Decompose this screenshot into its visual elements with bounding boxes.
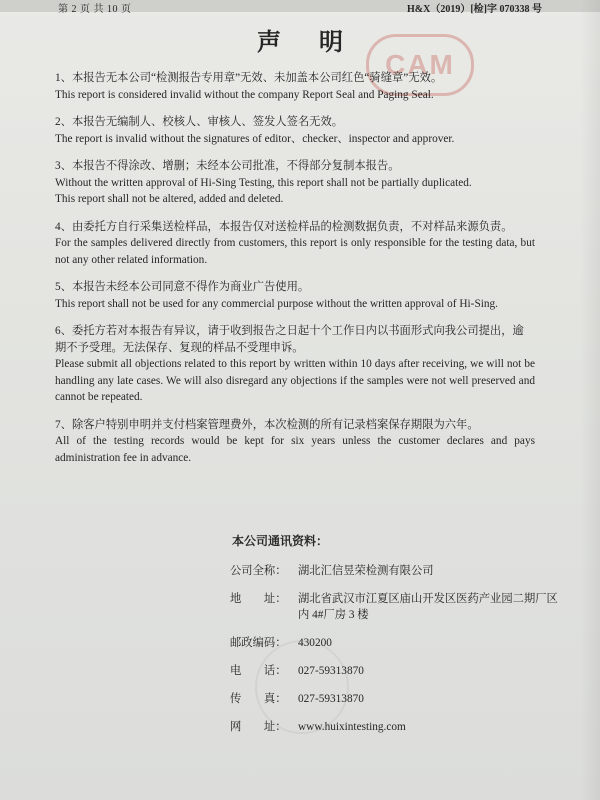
contact-title: 本公司通讯资料：	[232, 534, 329, 548]
contact-row-address	[230, 591, 560, 623]
contact-label: 传 真：	[230, 693, 287, 705]
statement-item	[55, 279, 535, 312]
statement-zh: 3、本报告不得涂改、增删；未经本公司批准，不得部分复制本报告。	[55, 160, 400, 172]
statement-item	[55, 219, 535, 269]
contact-value: www.huixintesting.com	[298, 721, 406, 733]
page-edge-shadow	[580, 0, 600, 800]
statement-en: Please submit all objections related to this report by written within 10 days after receiving, we will not be handling any late cases. We will also disregard any objections if the samples were not well preserved and cannot be repeated.	[55, 358, 535, 403]
contact-value: 027-59313870	[298, 693, 364, 705]
contact-label: 公司全称：	[230, 565, 287, 577]
statement-zh: 5、本报告未经本公司同意不得作为商业广告使用。	[55, 281, 310, 293]
statement-en: This report is considered invalid without the company Report Seal and Paging Seal.	[55, 88, 434, 101]
contact-row-phone	[230, 663, 560, 679]
page-title: 声明	[257, 30, 381, 56]
statement-item	[55, 323, 535, 406]
statement-item	[55, 158, 535, 208]
statement-body	[55, 70, 535, 477]
page-number: 第 2 页 共 10 页	[58, 4, 132, 15]
statement-en: This report shall not be altered, added and deleted.	[55, 193, 284, 205]
contact-row-website	[230, 719, 560, 735]
statement-item	[55, 114, 535, 147]
contact-row-postcode	[230, 635, 560, 651]
statement-zh: 2、本报告无编制人、校核人、审核人、签发人签名无效。	[55, 116, 344, 128]
contact-row-fax	[230, 691, 560, 707]
statement-zh: 7、除客户特别申明并支付档案管理费外，本次检测的所有记录档案保存期限为六年。	[55, 418, 479, 431]
statement-en: For the samples delivered directly from customers, this report is only responsible for the testing data, but not any other related information.	[55, 237, 535, 266]
contact-info	[230, 532, 560, 747]
contact-label: 网 址：	[230, 721, 287, 733]
contact-value: 027-59313870	[298, 665, 364, 677]
statement-en: The report is invalid without the signatures of editor、checker、inspector and approver.	[55, 132, 455, 145]
statement-item	[55, 417, 535, 467]
statement-zh: 1、本报告无本公司“检测报告专用章”无效、未加盖本公司红色“骑缝章”无效。	[55, 72, 443, 84]
contact-value: 湖北省武汉市江夏区庙山开发区医药产业园二期厂区内 4#厂房 3 楼	[298, 593, 558, 621]
report-number: H&X（2019）[检]字 070338 号	[407, 4, 542, 15]
statement-en: This report shall not be used for any commercial purpose without the written approval of Hi-Sing.	[55, 297, 498, 310]
statement-zh: 6、委托方若对本报告有异议，请于收到报告之日起十个工作日内以书面形式向我公司提出，逾期不予受理。无法保存、复现的样品不受理申诉。	[55, 325, 524, 354]
contact-value: 湖北汇信昱荣检测有限公司	[298, 565, 434, 577]
contact-row-company	[230, 563, 560, 579]
contact-label: 电 话：	[230, 665, 287, 677]
statement-zh: 4、由委托方自行采集送检样品，本报告仅对送检样品的检测数据负责，不对样品来源负责。	[55, 220, 513, 233]
statement-en: Without the written approval of Hi-Sing Testing, this report shall not be partially duplicated.	[55, 176, 472, 189]
contact-label: 邮政编码：	[230, 637, 287, 649]
statement-en: All of the testing records would be kept for six years unless the customer declares and pays administration fee in advance.	[55, 435, 535, 464]
statement-item	[55, 70, 535, 103]
company-seal-stamp: CAM	[366, 34, 474, 96]
contact-label: 地 址：	[230, 593, 287, 605]
contact-value: 430200	[298, 637, 332, 649]
